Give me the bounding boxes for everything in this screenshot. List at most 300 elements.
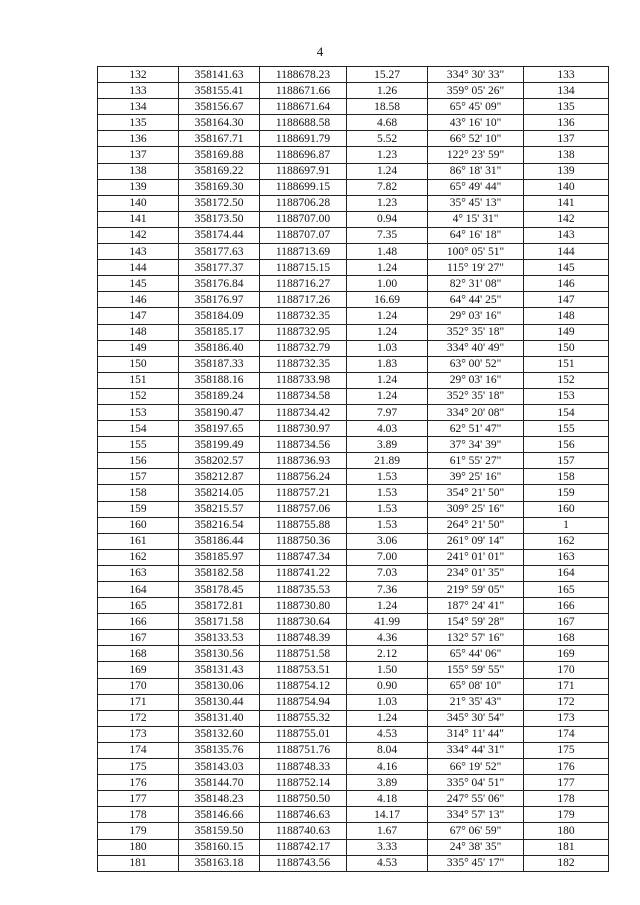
distance-cell: 4.16	[347, 759, 428, 775]
distance-cell: 1.24	[347, 163, 428, 179]
x-coordinate-cell: 358202.57	[179, 453, 260, 469]
bearing-cell: 261° 09' 14"	[428, 533, 524, 549]
distance-cell: 1.53	[347, 501, 428, 517]
next-point-cell: 156	[524, 437, 609, 453]
bearing-cell: 354° 21' 50"	[428, 485, 524, 501]
y-coordinate-cell: 1188730.64	[260, 614, 347, 630]
y-coordinate-cell: 1188716.27	[260, 276, 347, 292]
y-coordinate-cell: 1188757.06	[260, 501, 347, 517]
point-number-cell: 156	[98, 453, 179, 469]
point-number-cell: 149	[98, 340, 179, 356]
bearing-cell: 334° 30' 33"	[428, 67, 524, 83]
point-number-cell: 171	[98, 694, 179, 710]
next-point-cell: 136	[524, 115, 609, 131]
table-row	[98, 372, 609, 388]
bearing-cell: 66° 52' 10"	[428, 131, 524, 147]
x-coordinate-cell: 358132.60	[179, 726, 260, 742]
table-row	[98, 179, 609, 195]
y-coordinate-cell: 1188671.66	[260, 83, 347, 99]
distance-cell: 0.94	[347, 211, 428, 227]
y-coordinate-cell: 1188732.95	[260, 324, 347, 340]
distance-cell: 1.83	[347, 356, 428, 372]
point-number-cell: 151	[98, 372, 179, 388]
y-coordinate-cell: 1188754.12	[260, 678, 347, 694]
distance-cell: 0.90	[347, 678, 428, 694]
point-number-cell: 136	[98, 131, 179, 147]
next-point-cell: 139	[524, 163, 609, 179]
point-number-cell: 134	[98, 99, 179, 115]
point-number-cell: 162	[98, 549, 179, 565]
y-coordinate-cell: 1188756.24	[260, 469, 347, 485]
bearing-cell: 335° 04' 51"	[428, 775, 524, 791]
table-row	[98, 163, 609, 179]
distance-cell: 1.24	[347, 308, 428, 324]
x-coordinate-cell: 358144.70	[179, 775, 260, 791]
y-coordinate-cell: 1188752.14	[260, 775, 347, 791]
x-coordinate-cell: 358184.09	[179, 308, 260, 324]
x-coordinate-cell: 358131.43	[179, 662, 260, 678]
next-point-cell: 182	[524, 855, 609, 871]
point-number-cell: 153	[98, 404, 179, 420]
next-point-cell: 133	[524, 67, 609, 83]
bearing-cell: 345° 30' 54"	[428, 710, 524, 726]
distance-cell: 4.53	[347, 855, 428, 871]
distance-cell: 3.06	[347, 533, 428, 549]
y-coordinate-cell: 1188734.42	[260, 404, 347, 420]
next-point-cell: 152	[524, 372, 609, 388]
bearing-cell: 352° 35' 18"	[428, 388, 524, 404]
point-number-cell: 180	[98, 839, 179, 855]
distance-cell: 1.24	[347, 324, 428, 340]
point-number-cell: 146	[98, 292, 179, 308]
point-number-cell: 137	[98, 147, 179, 163]
point-number-cell: 140	[98, 195, 179, 211]
x-coordinate-cell: 358177.63	[179, 244, 260, 260]
point-number-cell: 141	[98, 211, 179, 227]
distance-cell: 1.23	[347, 195, 428, 211]
y-coordinate-cell: 1188732.35	[260, 356, 347, 372]
y-coordinate-cell: 1188755.01	[260, 726, 347, 742]
distance-cell: 4.03	[347, 421, 428, 437]
point-number-cell: 175	[98, 759, 179, 775]
table-row	[98, 549, 609, 565]
x-coordinate-cell: 358133.53	[179, 630, 260, 646]
distance-cell: 15.27	[347, 67, 428, 83]
distance-cell: 7.82	[347, 179, 428, 195]
y-coordinate-cell: 1188707.07	[260, 227, 347, 243]
distance-cell: 1.50	[347, 662, 428, 678]
bearing-cell: 334° 20' 08"	[428, 404, 524, 420]
distance-cell: 4.18	[347, 791, 428, 807]
point-number-cell: 148	[98, 324, 179, 340]
next-point-cell: 138	[524, 147, 609, 163]
distance-cell: 21.89	[347, 453, 428, 469]
y-coordinate-cell: 1188741.22	[260, 565, 347, 581]
point-number-cell: 176	[98, 775, 179, 791]
x-coordinate-cell: 358176.84	[179, 276, 260, 292]
y-coordinate-cell: 1188750.36	[260, 533, 347, 549]
next-point-cell: 180	[524, 823, 609, 839]
next-point-cell: 170	[524, 662, 609, 678]
x-coordinate-cell: 358169.88	[179, 147, 260, 163]
distance-cell: 1.03	[347, 694, 428, 710]
point-number-cell: 147	[98, 308, 179, 324]
point-number-cell: 132	[98, 67, 179, 83]
table-row	[98, 759, 609, 775]
next-point-cell: 146	[524, 276, 609, 292]
point-number-cell: 159	[98, 501, 179, 517]
distance-cell: 18.58	[347, 99, 428, 115]
bearing-cell: 64° 16' 18"	[428, 227, 524, 243]
distance-cell: 3.33	[347, 839, 428, 855]
distance-cell: 8.04	[347, 742, 428, 758]
bearing-cell: 21° 35' 43"	[428, 694, 524, 710]
table-row	[98, 211, 609, 227]
point-number-cell: 169	[98, 662, 179, 678]
distance-cell: 7.03	[347, 565, 428, 581]
bearing-cell: 62° 51' 47"	[428, 421, 524, 437]
table-row	[98, 469, 609, 485]
y-coordinate-cell: 1188751.58	[260, 646, 347, 662]
point-number-cell: 145	[98, 276, 179, 292]
table-row	[98, 356, 609, 372]
y-coordinate-cell: 1188748.33	[260, 759, 347, 775]
next-point-cell: 181	[524, 839, 609, 855]
point-number-cell: 161	[98, 533, 179, 549]
point-number-cell: 173	[98, 726, 179, 742]
point-number-cell: 166	[98, 614, 179, 630]
next-point-cell: 171	[524, 678, 609, 694]
y-coordinate-cell: 1188707.00	[260, 211, 347, 227]
bearing-cell: 314° 11' 44"	[428, 726, 524, 742]
next-point-cell: 162	[524, 533, 609, 549]
bearing-cell: 234° 01' 35"	[428, 565, 524, 581]
x-coordinate-cell: 358185.97	[179, 549, 260, 565]
distance-cell: 1.26	[347, 83, 428, 99]
x-coordinate-cell: 358190.47	[179, 404, 260, 420]
table-row	[98, 839, 609, 855]
point-number-cell: 133	[98, 83, 179, 99]
y-coordinate-cell: 1188734.58	[260, 388, 347, 404]
distance-cell: 5.52	[347, 131, 428, 147]
next-point-cell: 143	[524, 227, 609, 243]
table-row	[98, 404, 609, 420]
bearing-cell: 334° 40' 49"	[428, 340, 524, 356]
next-point-cell: 176	[524, 759, 609, 775]
table-row	[98, 646, 609, 662]
point-number-cell: 152	[98, 388, 179, 404]
x-coordinate-cell: 358174.44	[179, 227, 260, 243]
x-coordinate-cell: 358172.50	[179, 195, 260, 211]
next-point-cell: 153	[524, 388, 609, 404]
distance-cell: 14.17	[347, 807, 428, 823]
distance-cell: 4.68	[347, 115, 428, 131]
distance-cell: 1.03	[347, 340, 428, 356]
y-coordinate-cell: 1188691.79	[260, 131, 347, 147]
next-point-cell: 174	[524, 726, 609, 742]
y-coordinate-cell: 1188736.93	[260, 453, 347, 469]
coordinates-table-body	[98, 67, 609, 872]
y-coordinate-cell: 1188747.34	[260, 549, 347, 565]
point-number-cell: 164	[98, 582, 179, 598]
x-coordinate-cell: 358186.44	[179, 533, 260, 549]
next-point-cell: 157	[524, 453, 609, 469]
x-coordinate-cell: 358159.50	[179, 823, 260, 839]
table-row	[98, 678, 609, 694]
x-coordinate-cell: 358141.63	[179, 67, 260, 83]
x-coordinate-cell: 358189.24	[179, 388, 260, 404]
distance-cell: 1.53	[347, 485, 428, 501]
bearing-cell: 24° 38' 35"	[428, 839, 524, 855]
x-coordinate-cell: 358130.06	[179, 678, 260, 694]
table-row	[98, 340, 609, 356]
next-point-cell: 159	[524, 485, 609, 501]
next-point-cell: 144	[524, 244, 609, 260]
bearing-cell: 86° 18' 31"	[428, 163, 524, 179]
x-coordinate-cell: 358187.33	[179, 356, 260, 372]
table-row	[98, 292, 609, 308]
bearing-cell: 359° 05' 26"	[428, 83, 524, 99]
bearing-cell: 132° 57' 16"	[428, 630, 524, 646]
y-coordinate-cell: 1188688.58	[260, 115, 347, 131]
bearing-cell: 335° 45' 17"	[428, 855, 524, 871]
x-coordinate-cell: 358171.58	[179, 614, 260, 630]
y-coordinate-cell: 1188733.98	[260, 372, 347, 388]
bearing-cell: 352° 35' 18"	[428, 324, 524, 340]
x-coordinate-cell: 358163.18	[179, 855, 260, 871]
next-point-cell: 179	[524, 807, 609, 823]
y-coordinate-cell: 1188755.32	[260, 710, 347, 726]
x-coordinate-cell: 358177.37	[179, 260, 260, 276]
bearing-cell: 309° 25' 16"	[428, 501, 524, 517]
table-row	[98, 517, 609, 533]
table-row	[98, 565, 609, 581]
y-coordinate-cell: 1188717.26	[260, 292, 347, 308]
y-coordinate-cell: 1188678.23	[260, 67, 347, 83]
table-row	[98, 453, 609, 469]
table-row	[98, 276, 609, 292]
distance-cell: 7.35	[347, 227, 428, 243]
y-coordinate-cell: 1188699.15	[260, 179, 347, 195]
x-coordinate-cell: 358182.58	[179, 565, 260, 581]
point-number-cell: 135	[98, 115, 179, 131]
y-coordinate-cell: 1188753.51	[260, 662, 347, 678]
next-point-cell: 160	[524, 501, 609, 517]
next-point-cell: 135	[524, 99, 609, 115]
bearing-cell: 155° 59' 55"	[428, 662, 524, 678]
next-point-cell: 137	[524, 131, 609, 147]
next-point-cell: 140	[524, 179, 609, 195]
distance-cell: 1.53	[347, 469, 428, 485]
next-point-cell: 166	[524, 598, 609, 614]
y-coordinate-cell: 1188751.76	[260, 742, 347, 758]
bearing-cell: 37° 34' 39"	[428, 437, 524, 453]
y-coordinate-cell: 1188730.80	[260, 598, 347, 614]
y-coordinate-cell: 1188757.21	[260, 485, 347, 501]
next-point-cell: 164	[524, 565, 609, 581]
distance-cell: 2.12	[347, 646, 428, 662]
bearing-cell: 66° 19' 52"	[428, 759, 524, 775]
x-coordinate-cell: 358188.16	[179, 372, 260, 388]
next-point-cell: 148	[524, 308, 609, 324]
table-row	[98, 227, 609, 243]
next-point-cell: 155	[524, 421, 609, 437]
bearing-cell: 65° 49' 44"	[428, 179, 524, 195]
point-number-cell: 177	[98, 791, 179, 807]
y-coordinate-cell: 1188696.87	[260, 147, 347, 163]
distance-cell: 1.67	[347, 823, 428, 839]
bearing-cell: 264° 21' 50"	[428, 517, 524, 533]
page-number: 4	[316, 44, 324, 59]
table-row	[98, 791, 609, 807]
table-row	[98, 147, 609, 163]
next-point-cell: 154	[524, 404, 609, 420]
distance-cell: 4.53	[347, 726, 428, 742]
point-number-cell: 181	[98, 855, 179, 871]
x-coordinate-cell: 358131.40	[179, 710, 260, 726]
point-number-cell: 150	[98, 356, 179, 372]
distance-cell: 7.97	[347, 404, 428, 420]
x-coordinate-cell: 358199.49	[179, 437, 260, 453]
distance-cell: 1.24	[347, 710, 428, 726]
bearing-cell: 61° 55' 27"	[428, 453, 524, 469]
distance-cell: 1.53	[347, 517, 428, 533]
distance-cell: 3.89	[347, 775, 428, 791]
distance-cell: 1.24	[347, 388, 428, 404]
point-number-cell: 170	[98, 678, 179, 694]
x-coordinate-cell: 358215.57	[179, 501, 260, 517]
distance-cell: 1.24	[347, 598, 428, 614]
bearing-cell: 29° 03' 16"	[428, 308, 524, 324]
x-coordinate-cell: 358160.15	[179, 839, 260, 855]
table-row	[98, 710, 609, 726]
next-point-cell: 145	[524, 260, 609, 276]
bearing-cell: 334° 44' 31"	[428, 742, 524, 758]
y-coordinate-cell: 1188750.50	[260, 791, 347, 807]
x-coordinate-cell: 358214.05	[179, 485, 260, 501]
x-coordinate-cell: 358186.40	[179, 340, 260, 356]
next-point-cell: 149	[524, 324, 609, 340]
distance-cell: 1.48	[347, 244, 428, 260]
bearing-cell: 154° 59' 28"	[428, 614, 524, 630]
x-coordinate-cell: 358130.56	[179, 646, 260, 662]
bearing-cell: 187° 24' 41"	[428, 598, 524, 614]
x-coordinate-cell: 358185.17	[179, 324, 260, 340]
bearing-cell: 334° 57' 13"	[428, 807, 524, 823]
distance-cell: 3.89	[347, 437, 428, 453]
x-coordinate-cell: 358130.44	[179, 694, 260, 710]
table-row	[98, 421, 609, 437]
distance-cell: 4.36	[347, 630, 428, 646]
y-coordinate-cell: 1188743.56	[260, 855, 347, 871]
coordinates-table	[97, 66, 609, 872]
y-coordinate-cell: 1188734.56	[260, 437, 347, 453]
y-coordinate-cell: 1188742.17	[260, 839, 347, 855]
next-point-cell: 151	[524, 356, 609, 372]
table-row	[98, 308, 609, 324]
bearing-cell: 39° 25' 16"	[428, 469, 524, 485]
next-point-cell: 158	[524, 469, 609, 485]
y-coordinate-cell: 1188715.15	[260, 260, 347, 276]
x-coordinate-cell: 358172.81	[179, 598, 260, 614]
point-number-cell: 143	[98, 244, 179, 260]
distance-cell: 1.24	[347, 260, 428, 276]
point-number-cell: 139	[98, 179, 179, 195]
y-coordinate-cell: 1188746.63	[260, 807, 347, 823]
table-row	[98, 115, 609, 131]
y-coordinate-cell: 1188735.53	[260, 582, 347, 598]
table-row	[98, 582, 609, 598]
x-coordinate-cell: 358143.03	[179, 759, 260, 775]
point-number-cell: 154	[98, 421, 179, 437]
distance-cell: 1.24	[347, 372, 428, 388]
y-coordinate-cell: 1188748.39	[260, 630, 347, 646]
next-point-cell: 173	[524, 710, 609, 726]
next-point-cell: 168	[524, 630, 609, 646]
table-row	[98, 742, 609, 758]
y-coordinate-cell: 1188706.28	[260, 195, 347, 211]
bearing-cell: 43° 16' 10"	[428, 115, 524, 131]
bearing-cell: 65° 44' 06"	[428, 646, 524, 662]
next-point-cell: 175	[524, 742, 609, 758]
point-number-cell: 179	[98, 823, 179, 839]
point-number-cell: 167	[98, 630, 179, 646]
table-row	[98, 131, 609, 147]
x-coordinate-cell: 358146.66	[179, 807, 260, 823]
table-row	[98, 662, 609, 678]
table-row	[98, 694, 609, 710]
table-row	[98, 485, 609, 501]
table-row	[98, 598, 609, 614]
point-number-cell: 172	[98, 710, 179, 726]
bearing-cell: 122° 23' 59"	[428, 147, 524, 163]
x-coordinate-cell: 358148.23	[179, 791, 260, 807]
point-number-cell: 163	[98, 565, 179, 581]
point-number-cell: 138	[98, 163, 179, 179]
distance-cell: 1.00	[347, 276, 428, 292]
next-point-cell: 141	[524, 195, 609, 211]
point-number-cell: 165	[98, 598, 179, 614]
y-coordinate-cell: 1188754.94	[260, 694, 347, 710]
y-coordinate-cell: 1188697.91	[260, 163, 347, 179]
point-number-cell: 168	[98, 646, 179, 662]
table-row	[98, 83, 609, 99]
x-coordinate-cell: 358135.76	[179, 742, 260, 758]
table-row	[98, 807, 609, 823]
table-row	[98, 614, 609, 630]
distance-cell: 1.23	[347, 147, 428, 163]
next-point-cell: 150	[524, 340, 609, 356]
x-coordinate-cell: 358176.97	[179, 292, 260, 308]
x-coordinate-cell: 358164.30	[179, 115, 260, 131]
table-row	[98, 533, 609, 549]
point-number-cell: 155	[98, 437, 179, 453]
next-point-cell: 163	[524, 549, 609, 565]
next-point-cell: 134	[524, 83, 609, 99]
distance-cell: 16.69	[347, 292, 428, 308]
table-row	[98, 501, 609, 517]
table-row	[98, 67, 609, 83]
distance-cell: 7.00	[347, 549, 428, 565]
x-coordinate-cell: 358156.67	[179, 99, 260, 115]
x-coordinate-cell: 358167.71	[179, 131, 260, 147]
point-number-cell: 157	[98, 469, 179, 485]
table-row	[98, 775, 609, 791]
bearing-cell: 65° 45' 09"	[428, 99, 524, 115]
y-coordinate-cell: 1188671.64	[260, 99, 347, 115]
x-coordinate-cell: 358169.22	[179, 163, 260, 179]
bearing-cell: 241° 01' 01"	[428, 549, 524, 565]
